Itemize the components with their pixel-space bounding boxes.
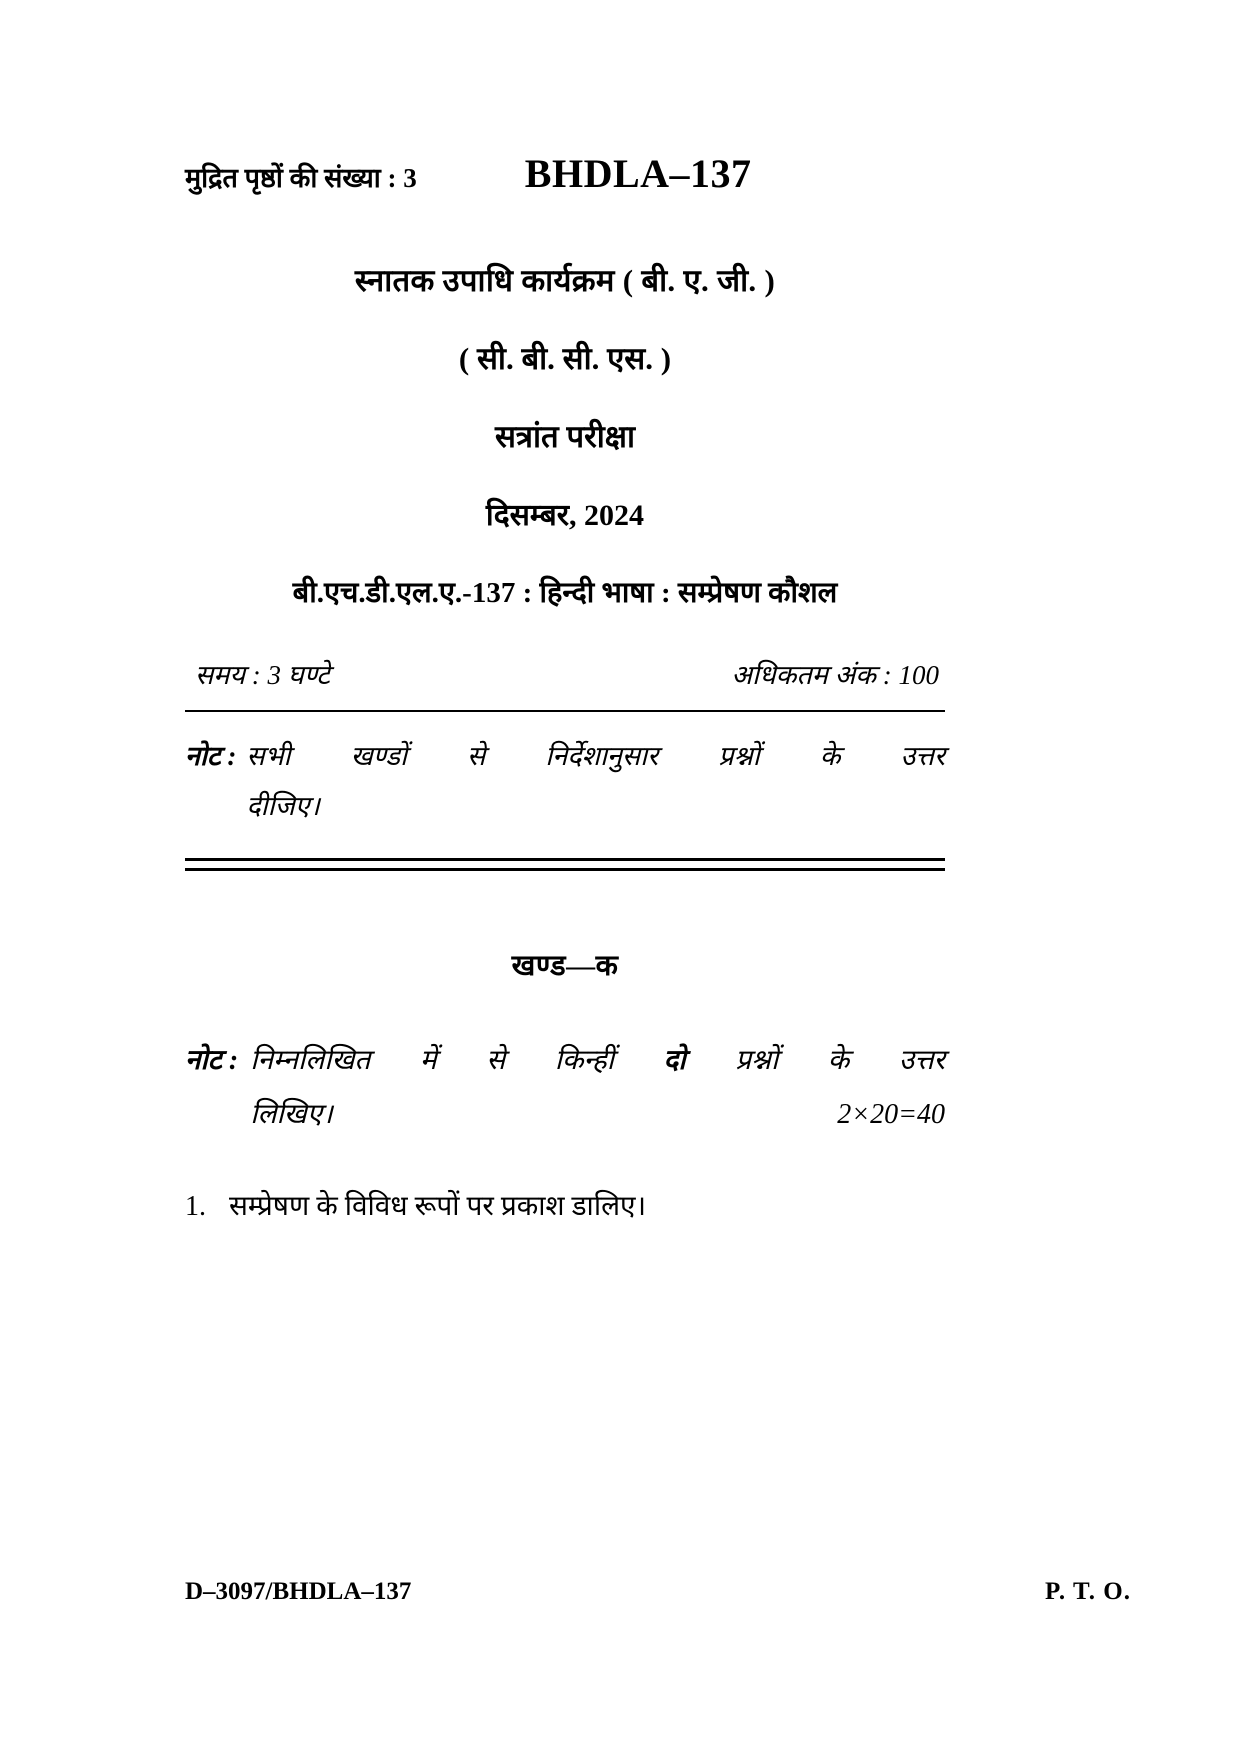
- section-note-line-1: [250, 1034, 945, 1089]
- header-row: [185, 150, 945, 197]
- question-text: सम्प्रेषण के विविध रूपों पर प्रकाश डालिए।: [229, 1191, 647, 1223]
- scheme-title: ( सी. बी. सी. एस. ): [458, 341, 672, 376]
- section-note-label: नोट :: [185, 1044, 239, 1076]
- paper-code: BHDLA–137: [524, 151, 752, 196]
- divider-thin: [185, 710, 945, 712]
- footer-pto: P. T. O.: [1044, 1578, 1131, 1605]
- page-footer: [185, 1578, 1131, 1606]
- section-note-part-b: प्रश्नों के उत्तर: [685, 1044, 945, 1076]
- divider-double: [185, 858, 945, 871]
- programme-title: स्नातक उपाधि कार्यक्रम ( बी. ए. जी. ): [354, 263, 776, 298]
- section-marks: 2×20=40: [837, 1099, 945, 1131]
- general-note-line-1: सभी खण्डों से निर्देशानुसार प्रश्नों के उत्तर: [246, 741, 945, 771]
- subject-title: बी.एच.डी.एल.ए.-137 : हिन्दी भाषा : सम्प्रेषण कौशल: [292, 577, 838, 609]
- general-note-text: [246, 732, 945, 832]
- time-and-marks-row: [185, 655, 945, 692]
- section-title: खण्ड—क: [511, 949, 619, 982]
- section-note: [185, 1034, 945, 1143]
- section-note-part-a: निम्नलिखित में से किन्हीं: [250, 1044, 664, 1076]
- question-item: [185, 1185, 945, 1230]
- general-note-label: नोट :: [185, 741, 237, 771]
- page-content: [185, 150, 945, 1230]
- section-note-emphasis: दो: [663, 1044, 686, 1076]
- printed-pages-count: मुद्रित पृष्ठों की संख्या : 3: [185, 163, 417, 193]
- exam-month-year: दिसम्बर, 2024: [485, 499, 645, 532]
- question-number: 1.: [185, 1191, 206, 1223]
- section-note-body: [250, 1034, 945, 1143]
- footer-paper-id: D–3097/BHDLA–137: [185, 1578, 412, 1605]
- general-note-line-2: दीजिए।: [246, 790, 320, 821]
- exam-title: सत्रांत परीक्षा: [494, 419, 636, 454]
- section-note-line-2-row: [250, 1088, 945, 1143]
- general-note: [185, 732, 945, 832]
- exam-duration: समय : 3 घण्टे: [195, 660, 330, 690]
- maximum-marks: अधिकतम अंक : 100: [731, 660, 939, 690]
- section-note-line-2: लिखिए।: [250, 1099, 333, 1131]
